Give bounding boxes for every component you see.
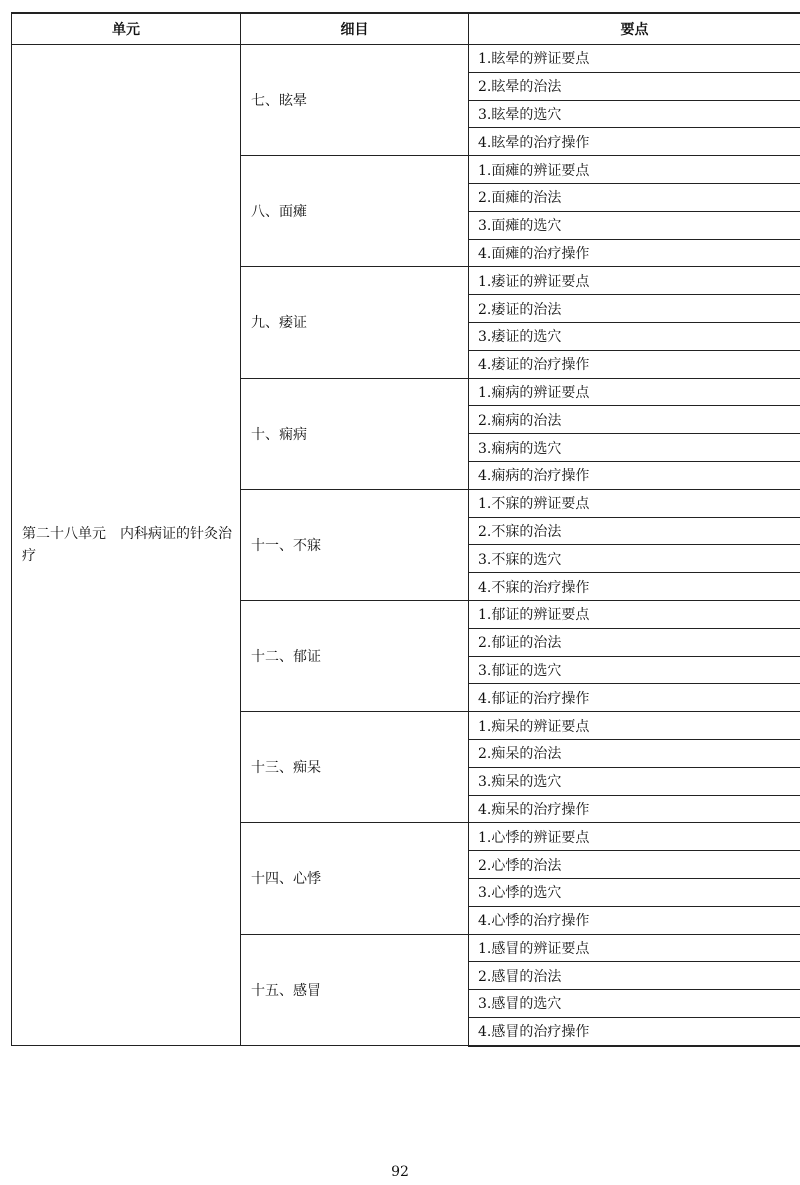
item-cell: 八、面瘫 — [241, 156, 469, 267]
unit-cell: 第二十八单元 内科病证的针灸治疗 — [12, 45, 241, 1046]
point-cell: 3.痴呆的选穴 — [469, 767, 800, 795]
point-cell: 2.心悸的治法 — [469, 851, 800, 879]
item-cell: 十五、感冒 — [241, 934, 469, 1046]
point-cell: 4.眩晕的治疗操作 — [469, 128, 800, 156]
point-cell: 2.郁证的治法 — [469, 628, 800, 656]
point-cell: 1.痫病的辨证要点 — [469, 378, 800, 406]
point-cell: 1.不寐的辨证要点 — [469, 489, 800, 517]
point-cell: 4.痴呆的治疗操作 — [469, 795, 800, 823]
point-cell: 3.郁证的选穴 — [469, 656, 800, 684]
point-cell: 3.不寐的选穴 — [469, 545, 800, 573]
page-number: 92 — [391, 1164, 409, 1180]
point-cell: 4.不寐的治疗操作 — [469, 573, 800, 601]
header-point: 要点 — [469, 13, 800, 45]
point-cell: 1.痿证的辨证要点 — [469, 267, 800, 295]
item-cell: 十、痫病 — [241, 378, 469, 489]
table-row — [12, 45, 800, 73]
item-cell: 十一、不寐 — [241, 489, 469, 600]
point-cell: 2.面瘫的治法 — [469, 183, 800, 211]
point-cell: 4.感冒的治疗操作 — [469, 1017, 800, 1045]
point-cell: 1.感冒的辨证要点 — [469, 934, 800, 962]
point-cell: 3.感冒的选穴 — [469, 990, 800, 1018]
point-cell: 3.痫病的选穴 — [469, 434, 800, 462]
point-cell: 1.面瘫的辨证要点 — [469, 156, 800, 184]
point-cell: 2.痿证的治法 — [469, 295, 800, 323]
point-cell: 2.痫病的治法 — [469, 406, 800, 434]
point-cell: 1.郁证的辨证要点 — [469, 600, 800, 628]
point-cell: 4.痿证的治疗操作 — [469, 350, 800, 378]
point-cell: 2.眩晕的治法 — [469, 72, 800, 100]
item-cell: 七、眩晕 — [241, 45, 469, 156]
header-item: 细目 — [241, 13, 469, 45]
item-cell: 十四、心悸 — [241, 823, 469, 934]
point-cell: 2.不寐的治法 — [469, 517, 800, 545]
item-cell: 九、痿证 — [241, 267, 469, 378]
table-body — [12, 45, 800, 1046]
item-cell: 十二、郁证 — [241, 600, 469, 711]
point-cell: 3.眩晕的选穴 — [469, 100, 800, 128]
point-cell: 3.面瘫的选穴 — [469, 211, 800, 239]
header-unit: 单元 — [12, 13, 241, 45]
point-cell: 4.面瘫的治疗操作 — [469, 239, 800, 267]
item-cell: 十三、痴呆 — [241, 712, 469, 823]
point-cell: 1.眩晕的辨证要点 — [469, 45, 800, 73]
point-cell: 2.痴呆的治法 — [469, 739, 800, 767]
point-cell: 3.心悸的选穴 — [469, 878, 800, 906]
point-cell: 4.心悸的治疗操作 — [469, 906, 800, 934]
point-cell: 1.心悸的辨证要点 — [469, 823, 800, 851]
point-cell: 1.痴呆的辨证要点 — [469, 712, 800, 740]
point-cell: 4.痫病的治疗操作 — [469, 461, 800, 489]
point-cell: 2.感冒的治法 — [469, 962, 800, 990]
point-cell: 4.郁证的治疗操作 — [469, 684, 800, 712]
syllabus-table — [11, 12, 800, 1047]
header-row — [12, 13, 800, 45]
point-cell: 3.痿证的选穴 — [469, 322, 800, 350]
